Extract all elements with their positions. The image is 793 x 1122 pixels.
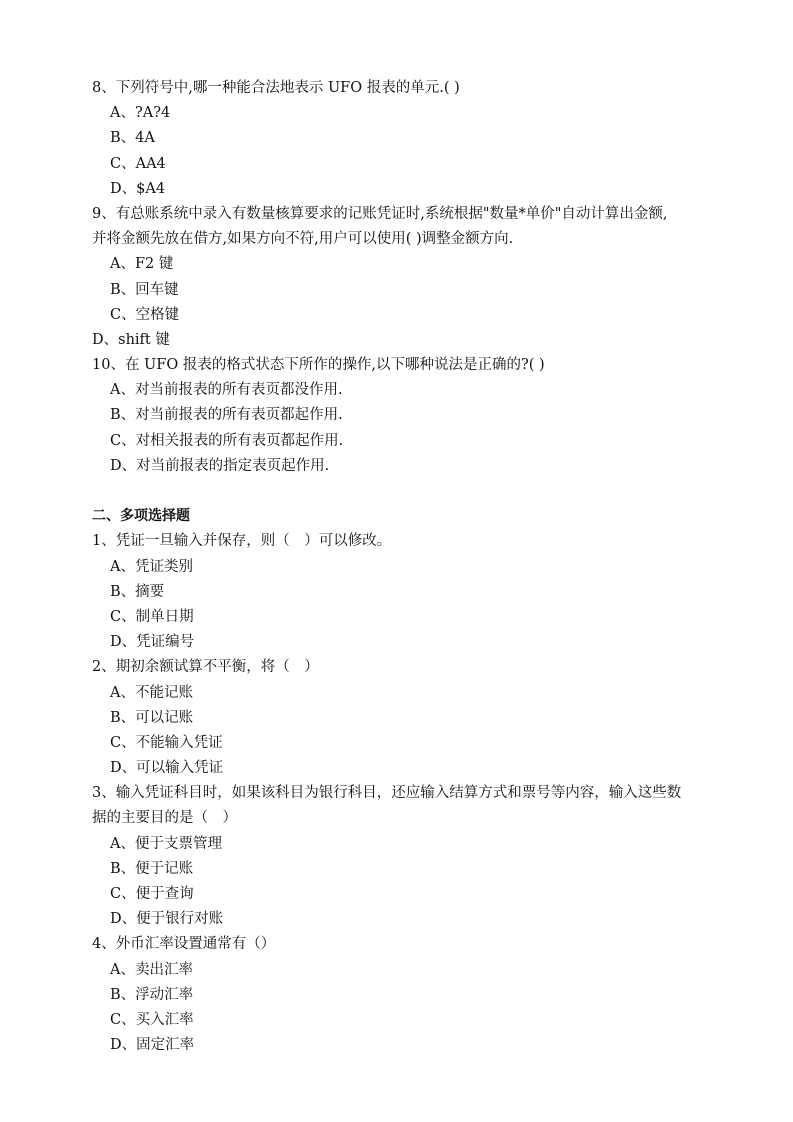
m3-option-c: C、便于查询	[110, 886, 194, 902]
m3-option-d: D、便于银行对账	[110, 911, 224, 928]
q8-option-c: C、AA4	[110, 155, 166, 172]
mc-question-4-stem: 4、外币汇率设置通常有（）	[92, 936, 276, 953]
m2-option-a: A、不能记账	[110, 684, 193, 701]
mc-question-3-stem-line1: 3、输入凭证科目时，如果该科目为银行科目，还应输入结算方式和票号等内容，输入这些数	[92, 785, 682, 802]
m2-option-c: C、不能输入凭证	[110, 734, 223, 751]
q8-option-a: A、?A?4	[110, 105, 171, 122]
q10-option-d: D、对当前报表的指定表页起作用.	[110, 457, 330, 474]
q10-option-c: C、对相关报表的所有表页都起作用.	[110, 432, 344, 449]
m4-option-d: D、固定汇率	[110, 1037, 195, 1054]
m1-option-d: D、凭证编号	[110, 634, 195, 651]
question-8-stem: 8、下列符号中,哪一种能合法地表示 UFO 报表的单元.( )	[92, 80, 460, 96]
q9-option-d: D、shift 键	[92, 331, 170, 348]
m1-option-c: C、制单日期	[110, 608, 194, 625]
q9-option-b: B、回车键	[110, 281, 179, 298]
m1-option-a: A、凭证类别	[110, 558, 193, 575]
mc-question-1-stem: 1、凭证一旦输入并保存，则（ ）可以修改。	[92, 533, 392, 550]
m3-option-a: A、便于支票管理	[110, 835, 222, 852]
section-2-title: 二、多项选择题	[92, 508, 190, 525]
question-9-stem-line2: 并将金额先放在借方,如果方向不符,用户可以使用( )调整金额方向.	[92, 231, 514, 248]
q10-option-a: A、对当前报表的所有表页都没作用.	[110, 382, 343, 399]
m4-option-c: C、买入汇率	[110, 1011, 194, 1028]
question-10-stem: 10、在 UFO 报表的格式状态下所作的操作,以下哪种说法是正确的?( )	[92, 357, 545, 374]
document-content	[92, 76, 752, 1058]
q8-option-b: B、4A	[110, 130, 155, 147]
mc-question-3-stem-line2: 据的主要目的是（ ）	[92, 810, 237, 827]
m2-option-b: B、可以记账	[110, 709, 194, 726]
m1-option-b: B、摘要	[110, 583, 165, 600]
q9-option-a: A、F2 键	[110, 256, 174, 273]
m3-option-b: B、便于记账	[110, 860, 194, 877]
mc-question-2-stem: 2、期初余额试算不平衡，将（ ）	[92, 659, 319, 676]
section-spacer	[92, 479, 752, 504]
q10-option-b: B、对当前报表的所有表页都起作用.	[110, 407, 343, 424]
q9-option-c: C、空格键	[110, 306, 180, 323]
m4-option-b: B、浮动汇率	[110, 986, 194, 1003]
m4-option-a: A、卖出汇率	[110, 961, 193, 978]
question-9-stem-line1: 9、有总账系统中录入有数量核算要求的记账凭证时,系统根据"数量*单价"自动计算出金额,	[92, 205, 668, 222]
m2-option-d: D、可以输入凭证	[110, 760, 224, 777]
q8-option-d: D、$A4	[110, 180, 166, 197]
